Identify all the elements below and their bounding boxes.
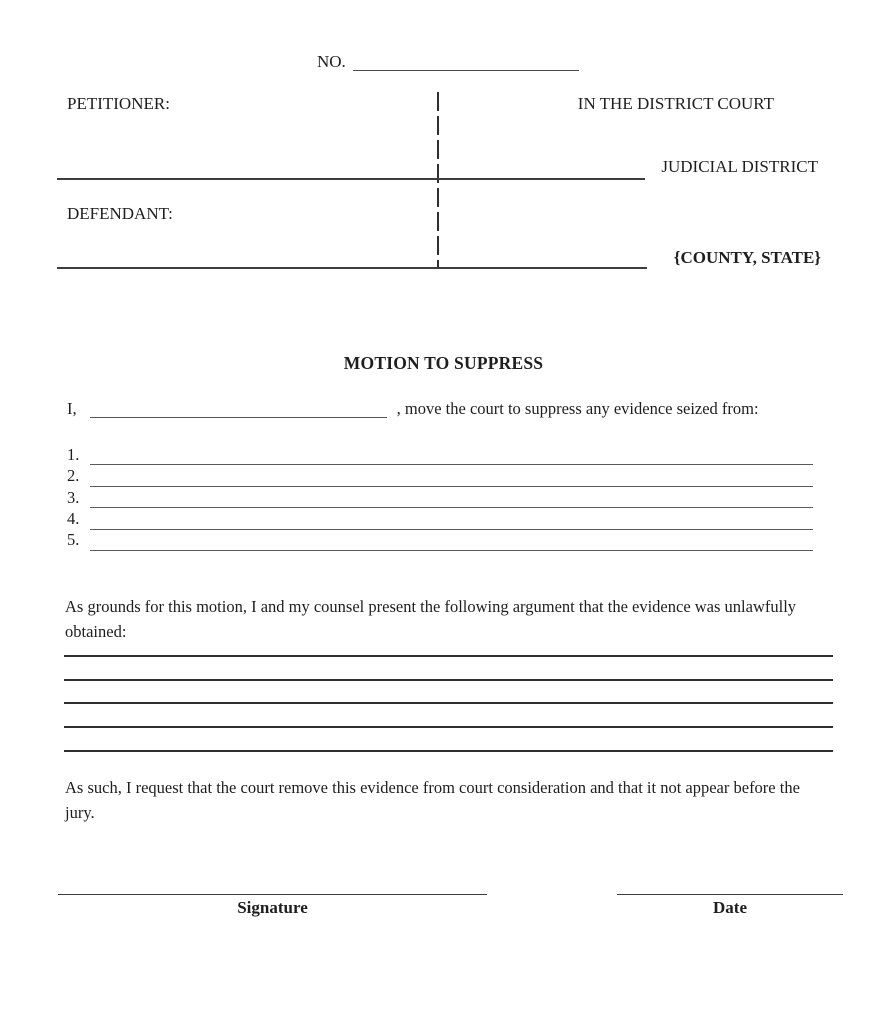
signature-block (58, 880, 487, 918)
evidence-item-field[interactable] (90, 465, 813, 486)
evidence-number: 1. (67, 444, 80, 464)
evidence-row (67, 508, 813, 529)
evidence-number: 4. (67, 509, 80, 529)
opening-sentence (67, 399, 759, 419)
petitioner-name-field[interactable] (57, 178, 645, 180)
document-title: MOTION TO SUPPRESS (343, 353, 544, 373)
evidence-item-field[interactable] (90, 530, 813, 551)
evidence-number: 2. (67, 466, 80, 486)
evidence-list (67, 444, 813, 551)
caption-divider-dashed-line (437, 92, 439, 269)
date-block (617, 880, 843, 918)
county-state-text: {COUNTY, STATE} (673, 248, 821, 267)
signature-field[interactable] (58, 880, 487, 895)
evidence-number: 5. (67, 530, 80, 550)
court-name-text: IN THE DISTRICT COURT (577, 94, 774, 113)
case-number-row (317, 52, 579, 72)
evidence-row (67, 530, 813, 551)
evidence-row (67, 465, 813, 486)
request-paragraph: As such, I request that the court remove this evidence from court consideration and that it not appear before the jury. (65, 778, 800, 822)
grounds-paragraph: As grounds for this motion, I and my counsel present the following argument that the evidence was unlawfully obtained: (65, 597, 797, 641)
date-field[interactable] (617, 880, 843, 895)
judicial-district-text: JUDICIAL DISTRICT (661, 157, 818, 176)
argument-line-field[interactable] (64, 657, 833, 681)
evidence-number: 3. (67, 487, 80, 507)
evidence-item-field[interactable] (90, 444, 813, 465)
argument-line-field[interactable] (64, 704, 833, 728)
opening-prefix: I, (67, 399, 77, 418)
evidence-row (67, 487, 813, 508)
evidence-item-field[interactable] (90, 487, 813, 508)
argument-line-field[interactable] (64, 681, 833, 705)
argument-lines (64, 633, 833, 752)
evidence-row (67, 444, 813, 465)
argument-line-field[interactable] (64, 728, 833, 752)
opening-suffix: , move the court to suppress any evidence seized from: (396, 399, 759, 418)
signature-label: Signature (237, 898, 308, 917)
evidence-item-field[interactable] (90, 508, 813, 529)
movant-name-field[interactable] (90, 402, 387, 419)
date-label: Date (713, 898, 747, 917)
argument-line-field[interactable] (64, 633, 833, 657)
defendant-label: DEFENDANT: (67, 204, 173, 223)
case-number-label: NO. (317, 52, 346, 71)
petitioner-label: PETITIONER: (67, 94, 170, 113)
case-number-field[interactable] (353, 54, 579, 71)
defendant-name-field[interactable] (57, 267, 647, 269)
